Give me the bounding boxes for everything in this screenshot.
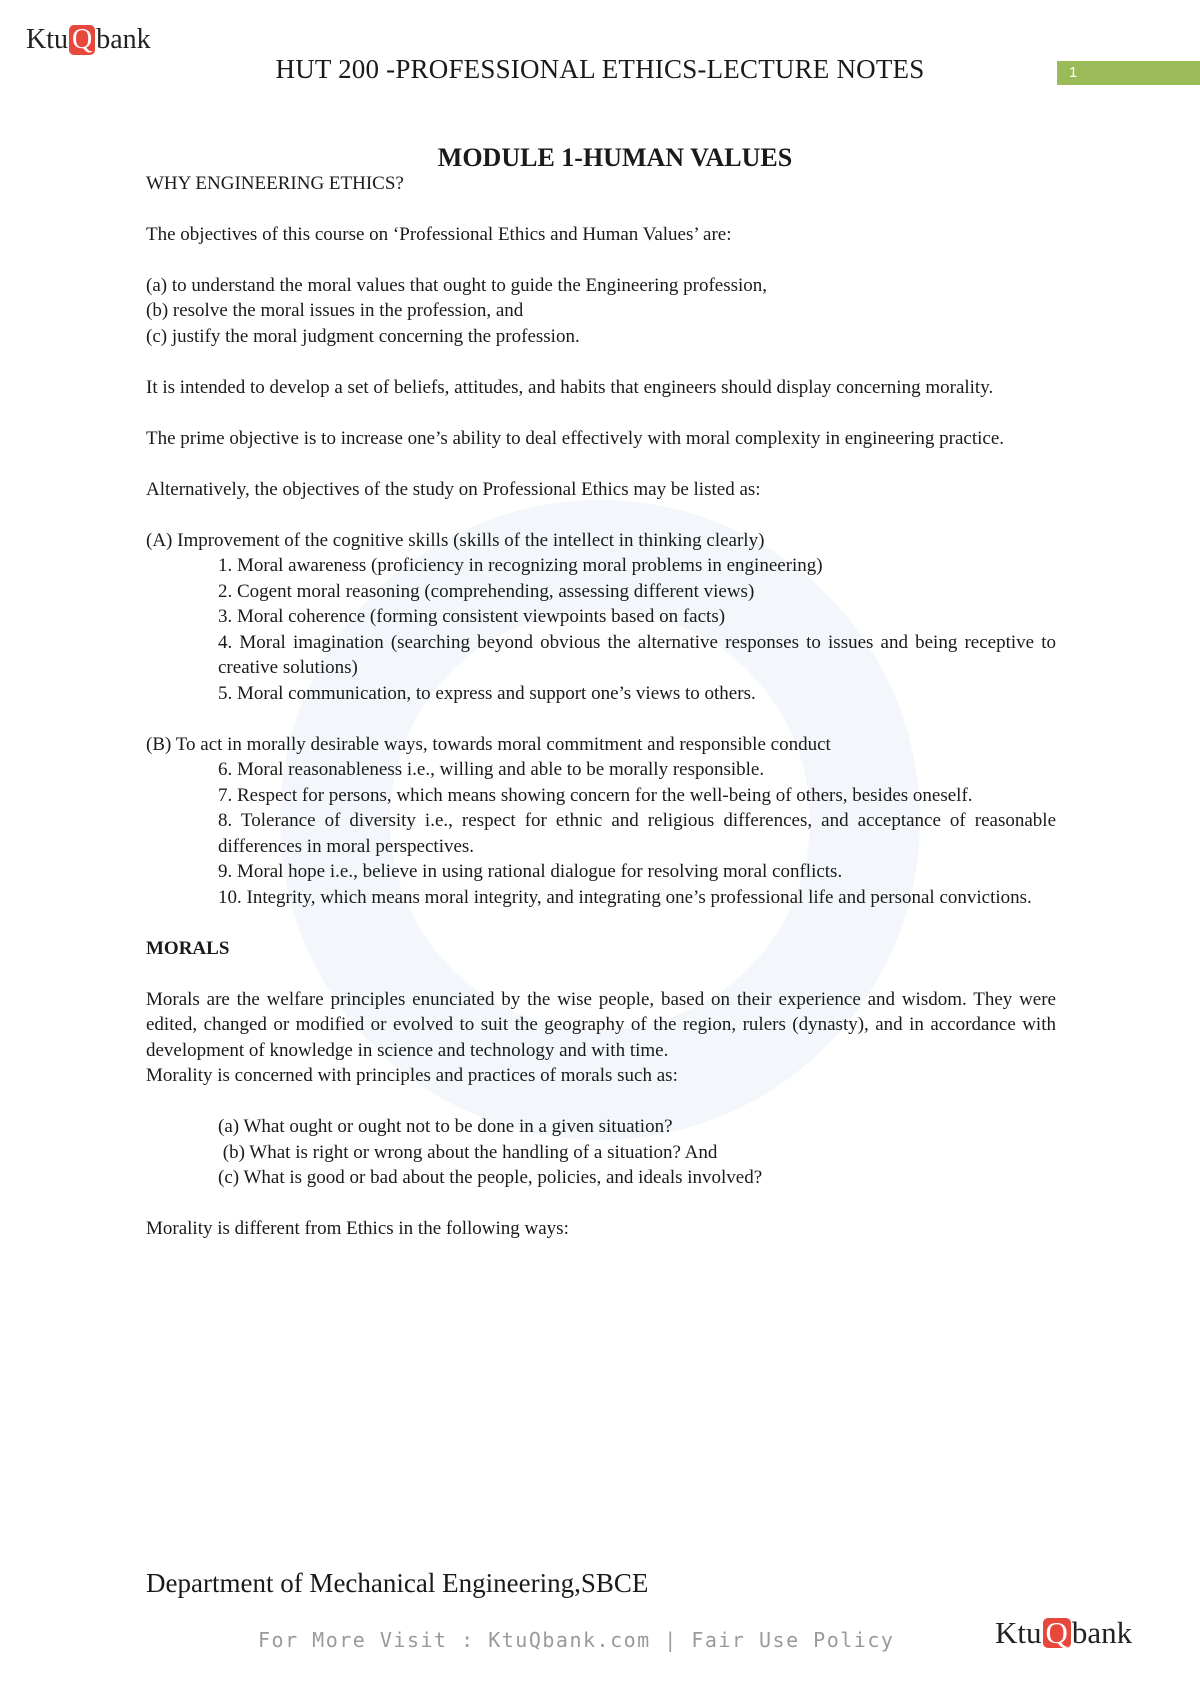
footer-visit-link[interactable]: For More Visit : KtuQbank.com | Fair Use Policy xyxy=(258,1628,895,1652)
objective-item: (c) justify the moral judgment concerning the profession. xyxy=(146,325,580,347)
morals-paragraph: Morals are the welfare principles enunciated by the wise people, based on their experience and wisdom. They were edited, changed or modified or evolved to suit the geography of the region, rulers (dynasty), and in accordance with development of knowledge in science and technology and with time. xyxy=(146,988,1056,1061)
logo-prefix: Ktu xyxy=(26,24,68,55)
group-b-item: 10. Integrity, which means moral integrity, and integrating one’s professional life and personal convictions. xyxy=(218,886,1032,908)
group-b-heading: (B) To act in morally desirable ways, towards moral commitment and responsible conduct xyxy=(146,733,831,755)
objectives-intro: The objectives of this course on ‘Professional Ethics and Human Values’ are: xyxy=(146,223,732,245)
group-a-item: 5. Moral communication, to express and support one’s views to others. xyxy=(218,682,756,704)
group-a-item: 4. Moral imagination (searching beyond obvious the alternative responses to issues and being receptive to creative solutions) xyxy=(218,631,1056,678)
module-title: MODULE 1-HUMAN VALUES xyxy=(437,143,793,172)
header-title: HUT 200 -PROFESSIONAL ETHICS-LECTURE NOTES xyxy=(275,54,925,84)
group-b-item: 9. Moral hope i.e., believe in using rational dialogue for resolving moral conflicts. xyxy=(218,861,843,882)
paragraph-intended: It is intended to develop a set of beliefs, attitudes, and habits that engineers should display concerning morality. xyxy=(146,376,994,398)
page-number-badge: 1 xyxy=(1057,61,1200,85)
morality-concerned: Morality is concerned with principles and practices of morals such as: xyxy=(146,1065,678,1086)
group-a-item: 3. Moral coherence (forming consistent viewpoints based on facts) xyxy=(218,606,726,627)
morality-item: (a) What ought or ought not to be done in a given situation? xyxy=(218,1116,673,1137)
group-a-item: 1. Moral awareness (proficiency in recognizing moral problems in engineering) xyxy=(218,555,823,576)
objective-item: (a) to understand the moral values that ought to guide the Engineering profession, xyxy=(146,274,768,296)
group-a-heading: (A) Improvement of the cognitive skills (skills of the intellect in thinking clearly) xyxy=(146,529,765,551)
logo-suffix: bank xyxy=(1071,1615,1133,1650)
morals-heading: MORALS xyxy=(146,937,230,959)
ktuqbank-logo-top[interactable] xyxy=(26,24,151,56)
logo-prefix: Ktu xyxy=(995,1615,1042,1650)
morality-different: Morality is different from Ethics in the following ways: xyxy=(146,1218,569,1239)
paragraph-alternatively: Alternatively, the objectives of the study on Professional Ethics may be listed as: xyxy=(146,478,761,500)
morality-item: (c) What is good or bad about the people, policies, and ideals involved? xyxy=(218,1167,763,1188)
group-b-item: 6. Moral reasonableness i.e., willing and able to be morally responsible. xyxy=(218,759,765,780)
logo-suffix: bank xyxy=(96,24,151,55)
logo-q-badge: Q xyxy=(1043,1618,1071,1648)
group-b-item: 8. Tolerance of diversity i.e., respect for ethnic and religious differences, and acceptance of reasonable differences in moral perspectives. xyxy=(218,810,1056,857)
objective-item: (b) resolve the moral issues in the profession, and xyxy=(146,300,524,321)
footer-department: Department of Mechanical Engineering,SBCE xyxy=(146,1568,649,1598)
document-body xyxy=(146,145,1056,1242)
section-heading-why-ethics: WHY ENGINEERING ETHICS? xyxy=(146,172,404,194)
paragraph-prime-objective: The prime objective is to increase one’s ability to deal effectively with moral complexity in engineering practice. xyxy=(146,427,1005,449)
group-b-item: 7. Respect for persons, which means showing concern for the well-being of others, besides oneself. xyxy=(218,784,973,806)
group-a-item: 2. Cogent moral reasoning (comprehending, assessing different views) xyxy=(218,580,755,602)
ktuqbank-logo-bottom[interactable] xyxy=(995,1615,1132,1651)
logo-q-badge: Q xyxy=(69,25,95,55)
morality-item: (b) What is right or wrong about the handling of a situation? And xyxy=(218,1141,718,1163)
